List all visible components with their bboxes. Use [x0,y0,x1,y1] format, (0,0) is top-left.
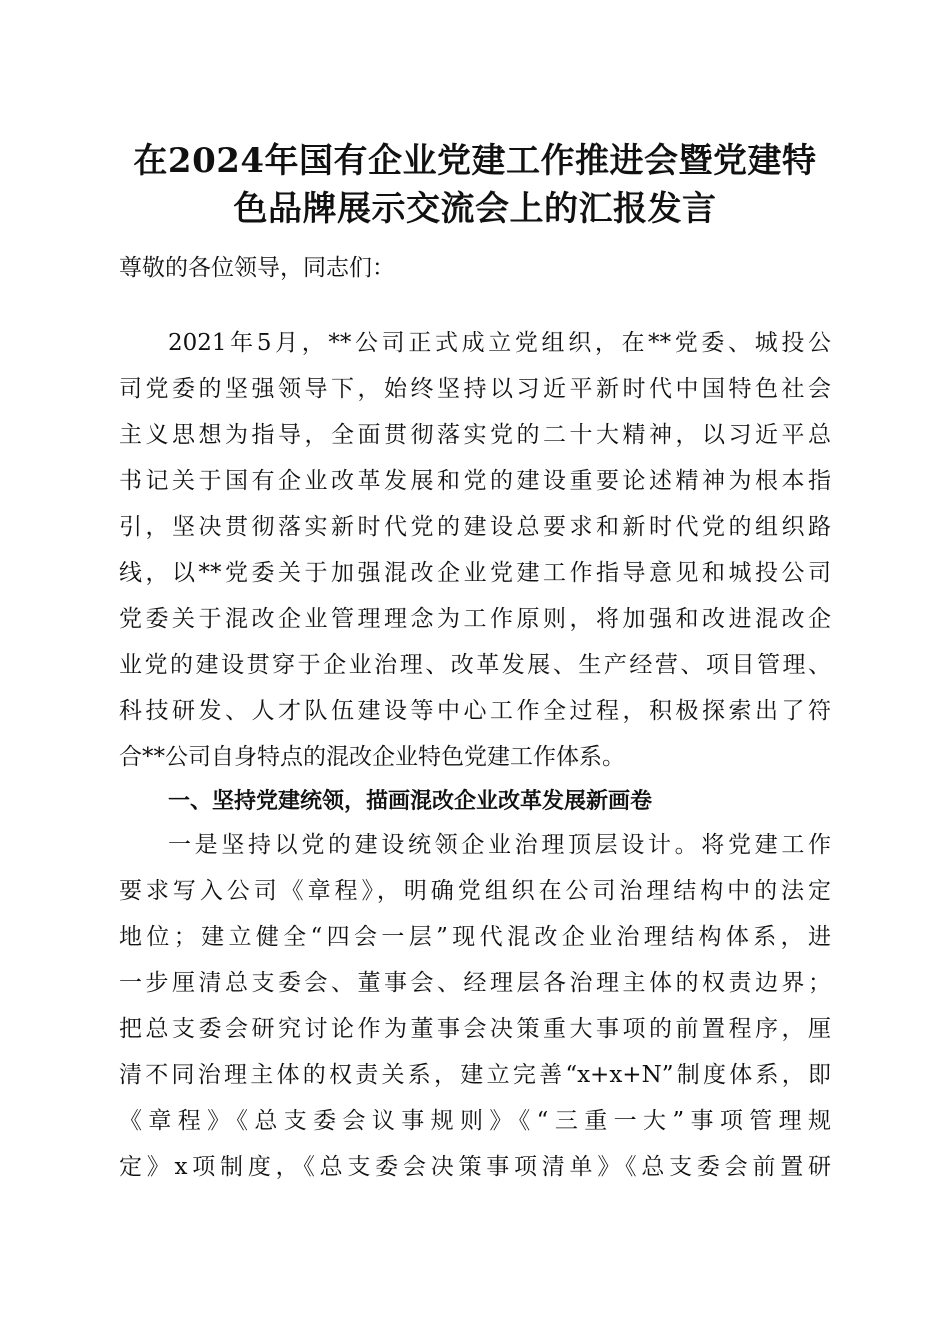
section-heading-1: 一、坚持党建统领，描画混改企业改革发展新画卷 [168,789,653,814]
paragraph-1-line: 书记关于国有企业改革发展和党的建设重要论述精神为根本指 [119,468,831,494]
paragraph-2-line: 定》x项制度，《总支委会决策事项清单》《总支委会前置研 [119,1154,831,1180]
salutation: 尊敬的各位领导，同志们： [119,255,395,281]
paragraph-1-line: 业党的建设贯穿于企业治理、改革发展、生产经营、项目管理、 [119,652,831,678]
paragraph-2-line: 地位；建立健全“四会一层”现代混改企业治理结构体系，进 [119,924,831,950]
paragraph-1-line: 科技研发、人才队伍建设等中心工作全过程，积极探索出了符 [119,698,831,724]
paragraph-1-line: 线，以**党委关于加强混改企业党建工作指导意见和城投公司 [119,560,831,586]
paragraph-1-line: 2021年5月，**公司正式成立党组织，在**党委、城投公 [168,330,831,356]
paragraph-1-line: 引，坚决贯彻落实新时代党的建设总要求和新时代党的组织路 [119,514,831,540]
paragraph-1-line: 合**公司自身特点的混改企业特色党建工作体系。 [119,744,625,770]
paragraph-2-line: 要求写入公司《章程》，明确党组织在公司治理结构中的法定 [119,878,831,904]
document-title-line-2: 色品牌展示交流会上的汇报发言 [233,189,717,229]
paragraph-2-line: 把总支委会研究讨论作为董事会决策重大事项的前置程序，厘 [119,1016,831,1042]
paragraph-2-line: 一是坚持以党的建设统领企业治理顶层设计。将党建工作 [168,832,831,858]
paragraph-1-line: 主义思想为指导，全面贯彻落实党的二十大精神，以习近平总 [119,422,831,448]
paragraph-1-line: 司党委的坚强领导下，始终坚持以习近平新时代中国特色社会 [119,376,831,402]
paragraph-2-line: 《章程》《总支委会议事规则》《“三重一大”事项管理规 [119,1108,831,1134]
paragraph-1-line: 党委关于混改企业管理理念为工作原则，将加强和改进混改企 [119,606,831,632]
paragraph-2-line: 清不同治理主体的权责关系，建立完善“x+x+N”制度体系，即 [119,1062,831,1088]
paragraph-2-line: 一步厘清总支委会、董事会、经理层各治理主体的权责边界； [119,970,831,996]
document-title-line-1: 在2024年国有企业党建工作推进会暨党建特 [133,141,817,181]
